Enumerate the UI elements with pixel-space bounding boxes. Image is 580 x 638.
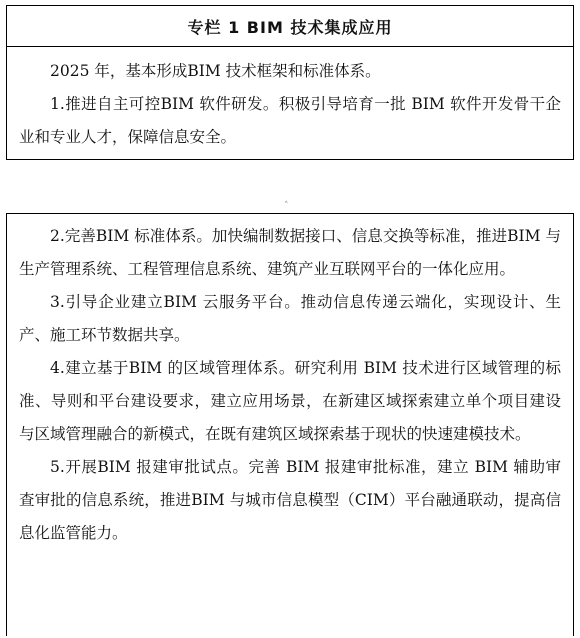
paragraph-item-3: 3.引导企业建立BIM 云服务平台。推动信息传递云端化，实现设计、生产、施工环节数据共享。	[19, 293, 561, 344]
column-body-upper	[7, 47, 573, 154]
column-title: 专栏 1 BIM 技术集成应用	[7, 6, 573, 47]
paragraph-item-5: 5.开展BIM 报建审批试点。完善 BIM 报建审批标准，建立 BIM 辅助审查审批的信息系统，推进BIM 与城市信息模型（CIM）平台融通联动，提高信息化监管能力。	[19, 458, 561, 542]
paragraph-item-1: 1.推进自主可控BIM 软件研发。积极引导培育一批 BIM 软件开发骨干企业和专业人才，保障信息安全。	[19, 95, 561, 146]
column-box-upper	[6, 5, 574, 160]
paragraph-item-4: 4.建立基于BIM 的区域管理体系。研究利用 BIM 技术进行区域管理的标准、导则和平台建设要求，建立应用场景，在新建区域探索建立单个项目建设与区域管理融合的新模式，在既有建筑区域探索基于现状的快速建模技术。	[19, 359, 561, 443]
paragraph-goal: 2025 年，基本形成BIM 技术框架和标准体系。	[50, 62, 381, 80]
paragraph-item-2: 2.完善BIM 标准体系。加快编制数据接口、信息交换等标准，推进BIM 与生产管理系统、工程管理信息系统、建筑产业互联网平台的一体化应用。	[19, 227, 561, 278]
page-break-mark: ˄	[284, 201, 289, 211]
column-body-lower	[7, 214, 573, 550]
column-box-lower	[6, 213, 574, 636]
